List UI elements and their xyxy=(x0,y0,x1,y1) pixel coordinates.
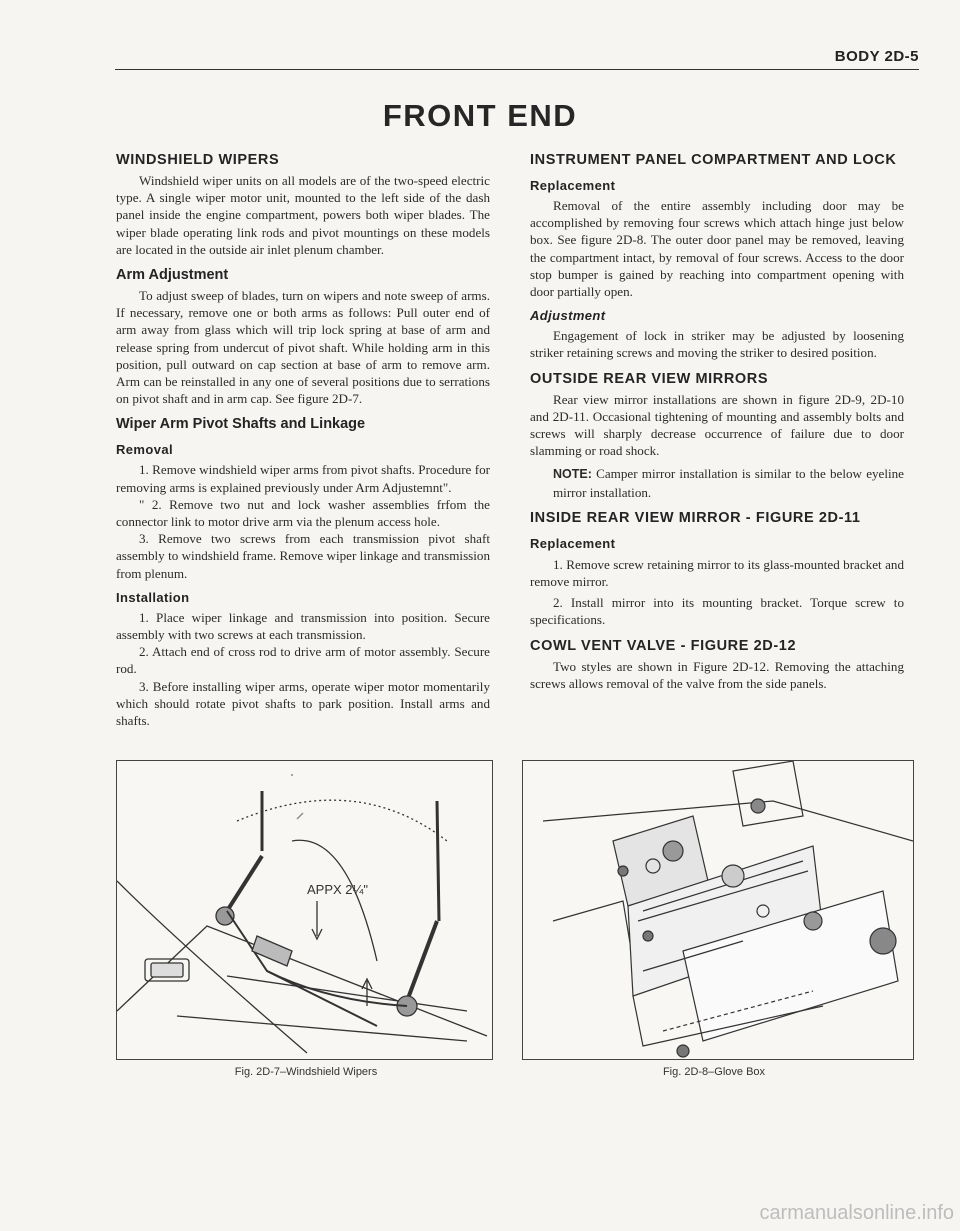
page-header xyxy=(115,48,919,68)
pivot-shafts-heading: Wiper Arm Pivot Shafts and Linkage xyxy=(116,416,366,433)
installation-step-3: 3. Before installing wiper arms, operate wiper motor momentarily which should rotate pivot shafts to park position. Install arms and shafts. xyxy=(116,678,490,729)
windshield-wipers-figure xyxy=(116,760,493,1060)
outside-mirrors-paragraph: Rear view mirror installations are shown in figure 2D-9, 2D-10 and 2D-11. Occasional tightening of mounting and assembly bolts and screws will sharply decrease occurrence of failure due to door slamming or road shock. xyxy=(530,391,904,459)
header-rule xyxy=(115,69,919,70)
removal-step-3: 3. Remove two screws from each transmission pivot shaft assembly to windshield frame. Remove wiper linkage and transmission from plenum. xyxy=(116,531,490,581)
inside-mirror-heading: INSIDE REAR VIEW MIRROR - FIGURE 2D-11 xyxy=(530,509,861,526)
windshield-wipers-illustration xyxy=(117,761,492,1059)
watermark: carmanualsonline.info xyxy=(759,1202,954,1224)
note xyxy=(553,465,904,500)
left-column xyxy=(116,143,490,729)
arm-adjustment-paragraph: To adjust sweep of blades, turn on wipers and note sweep of arms. If necessary, remove one or both arms as follows: Pull outer end of arm away from glass which will trip lock spring at base of arm and release spring from undercut of pivot shaft. While holding arm in this position, pull outward on cap section at base of arm to remove arm. Arm can be reinstalled in any one of several positions due to serrations on pivot shaft and in arm cap. See figure 2D-7. xyxy=(116,288,490,407)
glove-box-figure xyxy=(522,760,914,1060)
ip-replacement-heading: Replacement xyxy=(530,178,616,193)
cowl-vent-heading: COWL VENT VALVE - FIGURE 2D-12 xyxy=(530,637,797,654)
note-label: NOTE: xyxy=(553,467,592,482)
glove-box-illustration xyxy=(523,761,913,1059)
page-title: FRONT END xyxy=(382,98,578,133)
header-text: BODY 2D-5 xyxy=(834,48,919,65)
windshield-wipers-heading: WINDSHIELD WIPERS xyxy=(116,152,280,168)
installation-heading: Installation xyxy=(116,589,190,605)
removal-step-2: " 2. Remove two nut and lock washer assemblies frfom the connector link to motor drive arm via the plenum access hole. xyxy=(116,496,490,530)
ip-paragraph: Removal of the entire assembly including door may be accomplished by removing four screws which attach hinge just below box. See figure 2D-8. The outer door panel may be removed, leaving the compartment intact, by removal of four screws. Access to the door stop bumper is gained by reaching into compartment opening with door partially open. xyxy=(530,198,904,300)
wipers-paragraph: Windshield wiper units on all models are of the two-speed electric type. A single wiper motor unit, mounted to the left side of the dash panel inside the engine compartment, powers both wiper blades. The wiper blade operating link rods and pivot mountings on these models are located in the outside air inlet plenum chamber. xyxy=(116,173,490,257)
figure-caption-wipers: Fig. 2D-7–Windshield Wipers xyxy=(234,1066,378,1078)
figure-caption-glove-box: Fig. 2D-8–Glove Box xyxy=(662,1066,766,1078)
inside-step-1: 1. Remove screw retaining mirror to its glass-mounted bracket and remove mirror. xyxy=(530,556,904,590)
installation-step-1: 1. Place wiper linkage and transmission into position. Secure assembly with two screws at each transmission. xyxy=(116,609,490,643)
removal-step-1: 1. Remove windshield wiper arms from pivot shafts. Procedure for removing arms is explained previously under Arm Adjustemnt". xyxy=(116,462,490,495)
arm-adjustment-heading: Arm Adjustment xyxy=(116,267,229,284)
approx-measure-label: APPX 2¼" xyxy=(307,882,368,897)
outside-mirrors-heading: OUTSIDE REAR VIEW MIRRORS xyxy=(530,370,769,387)
adjustment-paragraph: Engagement of lock in striker may be adjusted by loosening striker retaining screws and moving the striker to desired position. xyxy=(530,328,904,361)
cowl-vent-paragraph: Two styles are shown in Figure 2D-12. Removing the attaching screws allows removal of the valve from the side panels. xyxy=(530,658,904,691)
adjustment-heading: Adjustment xyxy=(530,308,606,324)
instrument-panel-heading: INSTRUMENT PANEL COMPARTMENT AND LOCK xyxy=(530,152,897,168)
removal-heading: Removal xyxy=(116,442,173,458)
installation-step-2: 2. Attach end of cross rod to drive arm of motor assembly. Secure rod. xyxy=(116,644,490,677)
inside-replacement-heading: Replacement xyxy=(530,535,616,551)
right-column xyxy=(530,143,904,692)
note-text: Camper mirror installation is similar to the below eyeline mirror installation. xyxy=(553,466,904,500)
inside-step-2: 2. Install mirror into its mounting bracket. Torque screw to specifications. xyxy=(530,595,904,628)
